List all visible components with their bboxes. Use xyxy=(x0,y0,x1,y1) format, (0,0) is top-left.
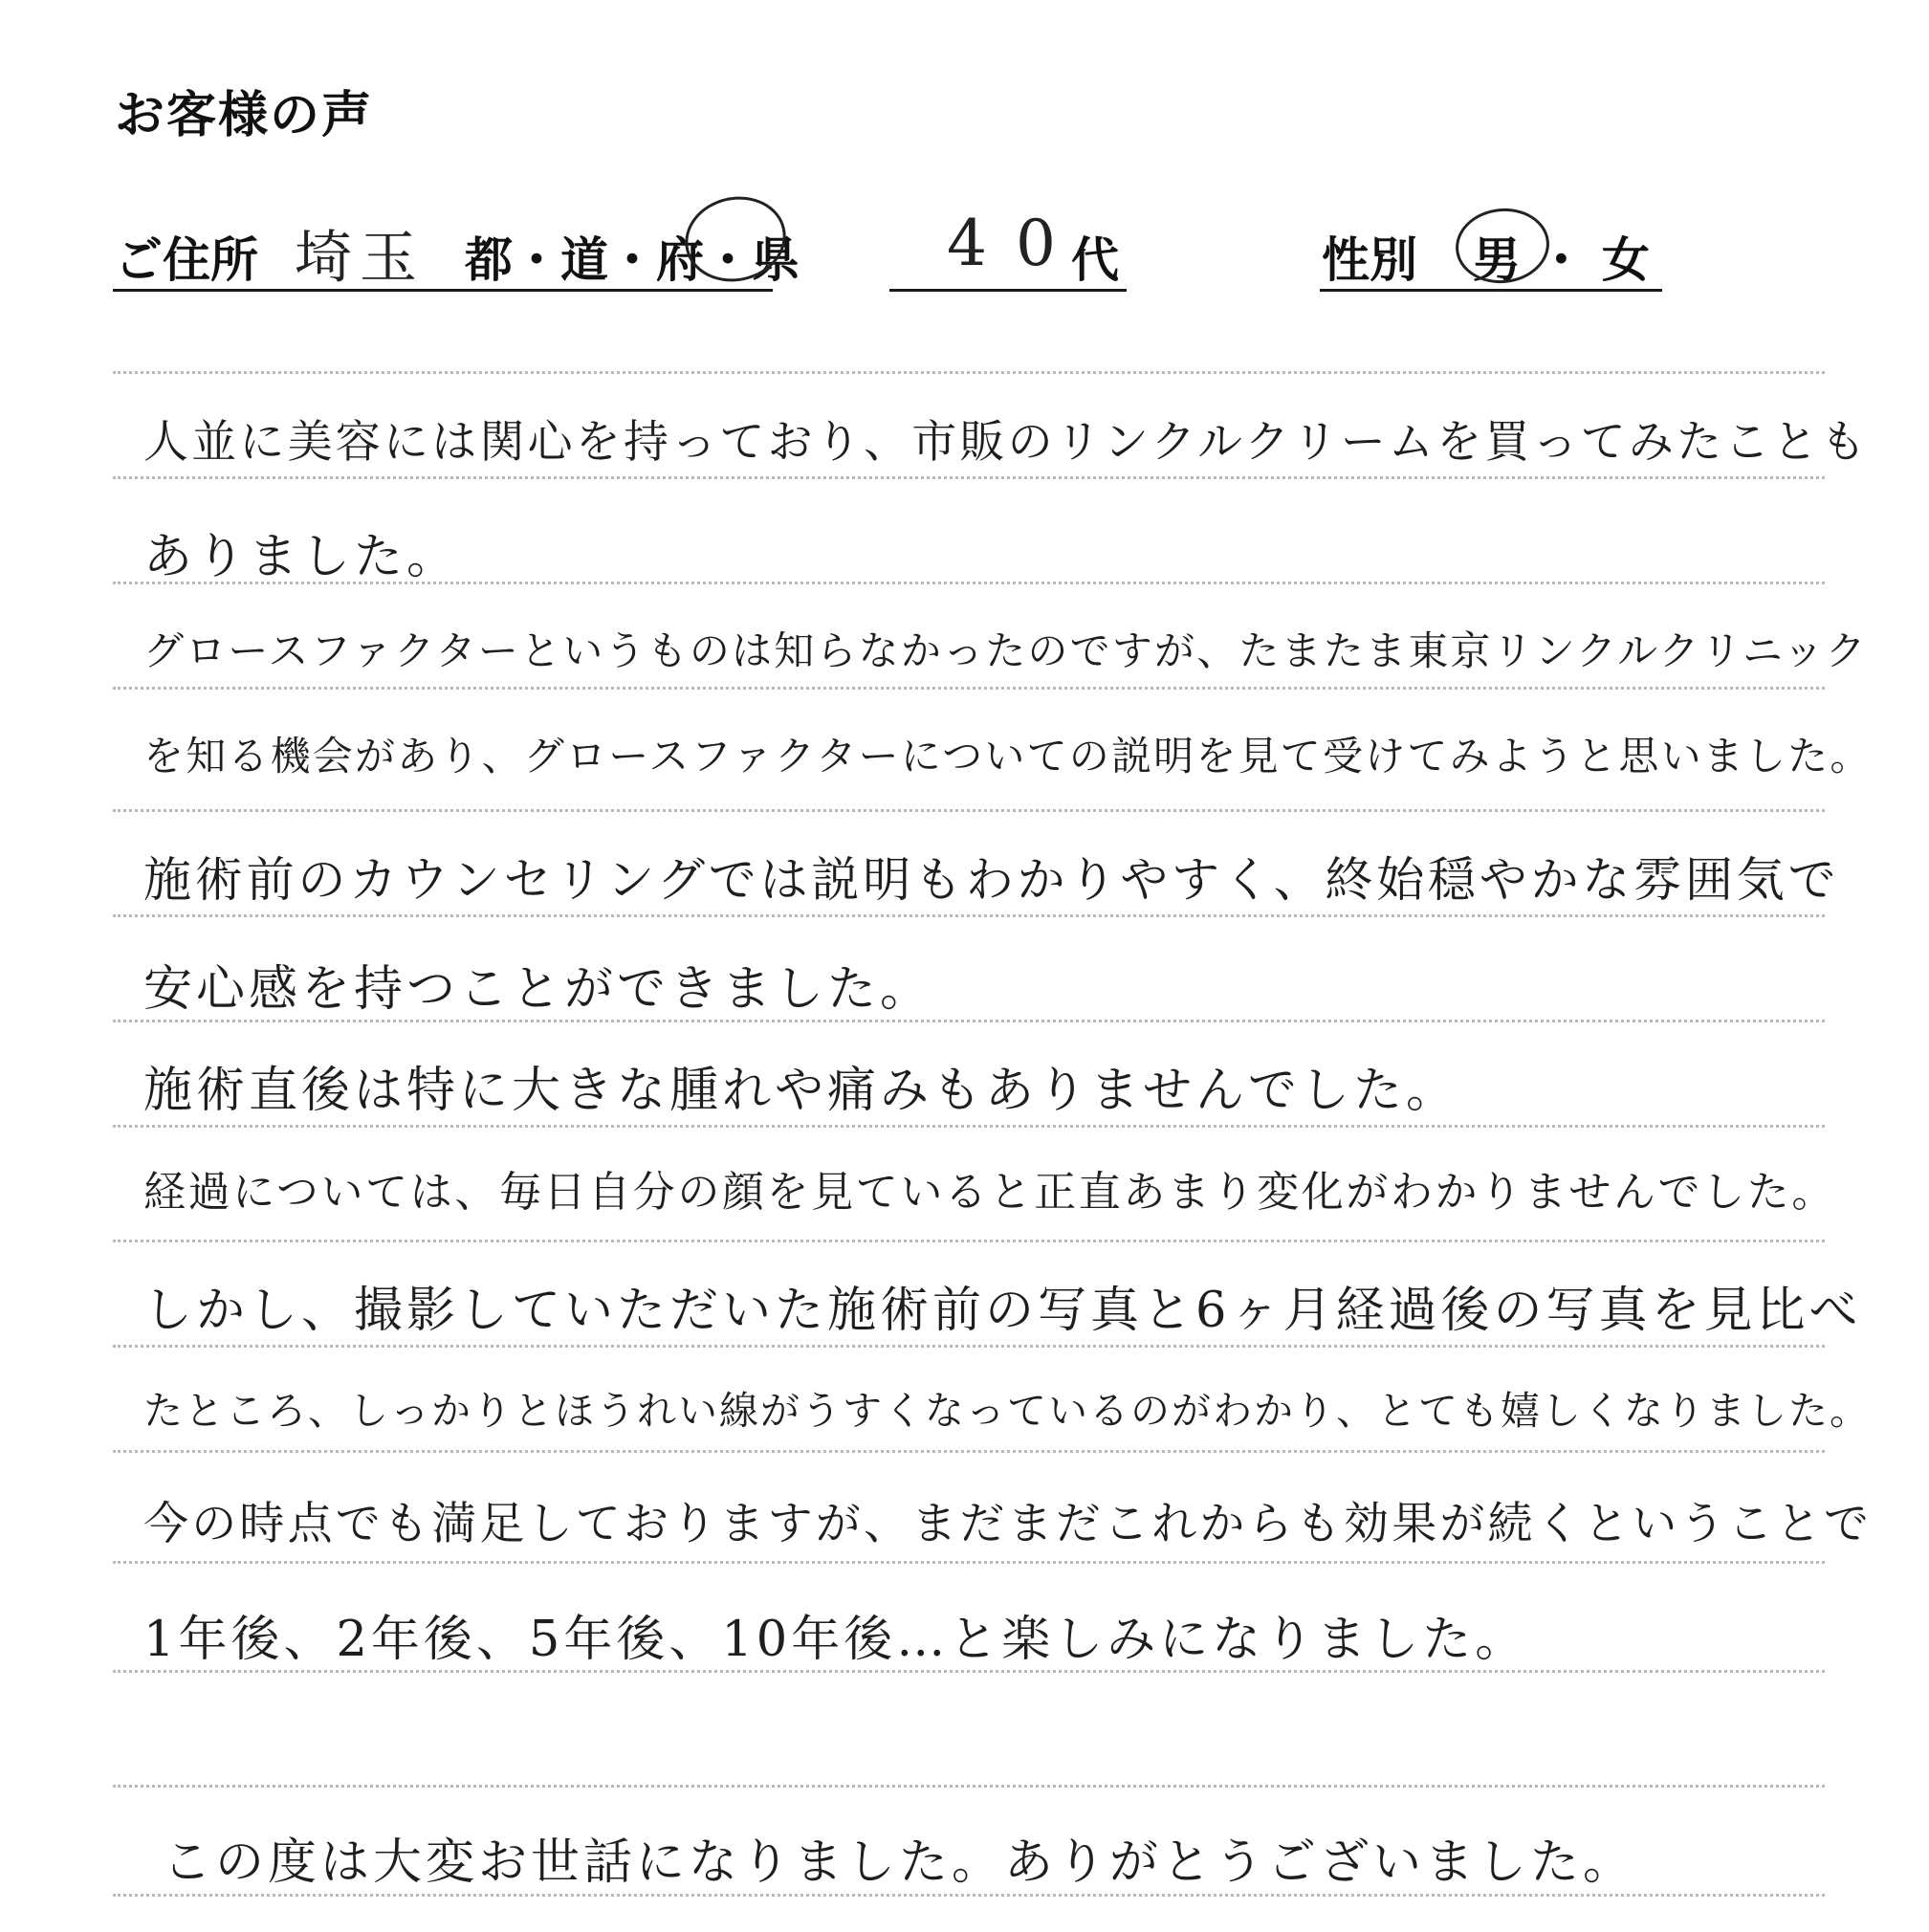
ruled-line xyxy=(113,1020,1825,1022)
age-unit: 代 xyxy=(1071,232,1119,288)
prefecture-type-options: 都・道・府・県 xyxy=(465,232,800,288)
closing-message: この度は大変お世話になりました。ありがとうございました。 xyxy=(163,1834,1636,1891)
ruled-line xyxy=(113,914,1825,917)
comment-line: グロースファクターというものは知らなかったのですが、たまたま東京リンクルクリニック xyxy=(143,627,1868,674)
comment-line: 安心感を持つことができました。 xyxy=(143,961,933,1018)
comment-line: 今の時点でも満足しておりますが、まだまだこれからも効果が続くということで xyxy=(143,1498,1873,1550)
comment-line: たところ、しっかりとほうれい線がうすくなっているのがわかり、とても嬉しくなりました。 xyxy=(143,1388,1871,1434)
prefecture-value: 埼玉 xyxy=(295,225,425,292)
comment-line: 経過については、毎日自分の顔を見ていると正直あまり変化がわかりませんでした。 xyxy=(143,1168,1836,1217)
comment-line: 1年後、2年後、5年後、10年後…と楽しみになりました。 xyxy=(143,1612,1528,1668)
comment-line: 施術前のカウンセリングでは説明もわかりやすく、終始穏やかな雰囲気で xyxy=(143,852,1840,908)
comment-line: しかし、撮影していただいた施術前の写真と6ヶ月経過後の写真を見比べ xyxy=(143,1283,1862,1339)
ruled-line xyxy=(113,1345,1825,1348)
ruled-line xyxy=(113,1561,1825,1564)
ruled-line xyxy=(113,1894,1825,1897)
form-title: お客様の声 xyxy=(115,87,374,144)
address-label: ご住所 xyxy=(115,232,258,288)
ruled-line xyxy=(113,1785,1825,1788)
ruled-line xyxy=(113,1450,1825,1453)
ruled-line xyxy=(113,476,1825,479)
gender-label: 性別 xyxy=(1322,232,1417,288)
age-field xyxy=(889,207,1127,292)
age-value: 40 xyxy=(947,207,1085,280)
ruled-line xyxy=(113,1670,1825,1673)
comment-line: ありました。 xyxy=(143,529,460,585)
comment-line: を知る機会があり、グロースファクターについての説明を見て受けてみようと思いました。 xyxy=(143,733,1873,779)
comment-line: 施術直後は特に大きな腫れや痛みもありませんでした。 xyxy=(143,1063,1459,1119)
comment-line: 人並に美容には関心を持っており、市販のリンクルクリームを買ってみたことも xyxy=(143,416,1869,469)
gender-field xyxy=(1320,212,1662,292)
ruled-line xyxy=(113,1240,1825,1242)
ruled-line xyxy=(113,687,1825,690)
ruled-line xyxy=(113,809,1825,812)
address-field xyxy=(113,212,800,292)
ruled-line xyxy=(113,1125,1825,1128)
gender-options: 男 ・ 女 xyxy=(1473,232,1650,288)
ruled-line xyxy=(113,371,1825,374)
